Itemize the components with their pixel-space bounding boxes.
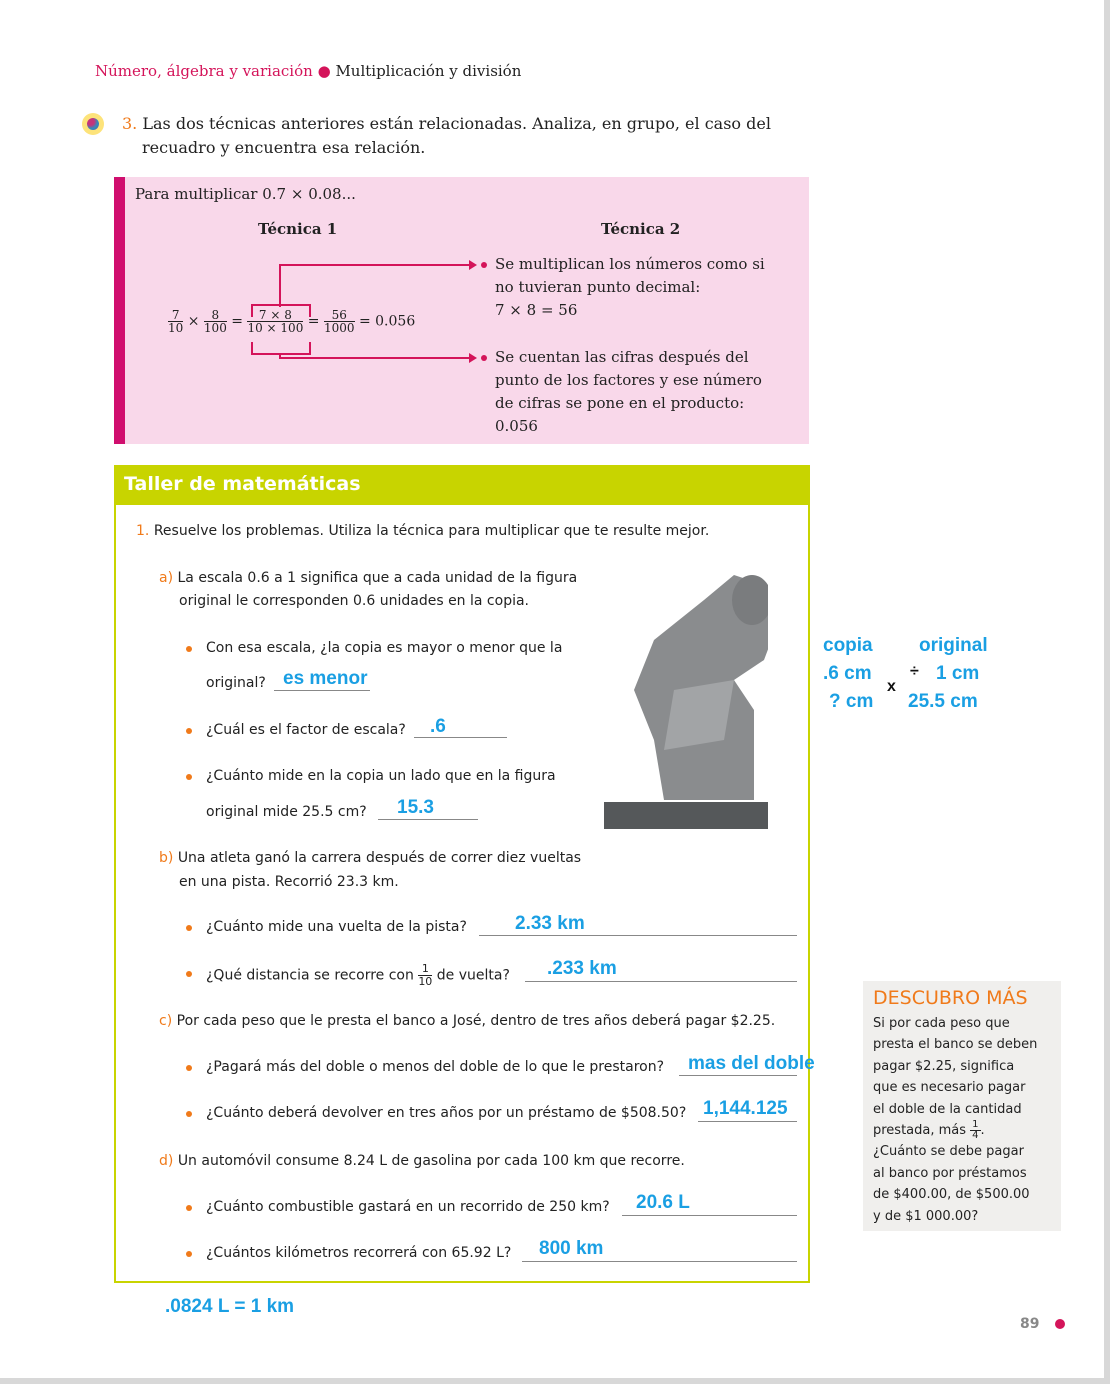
answer-line[interactable]: [525, 981, 797, 982]
note-original-length: 25.5 cm: [908, 691, 978, 712]
question-text: recuadro y encuentra esa relación.: [142, 138, 426, 157]
part-d: [159, 1153, 685, 1169]
question-text: [206, 963, 510, 988]
part-text: en una pista. Recorrió 23.3 km.: [179, 874, 399, 890]
part-text: original le corresponden 0.6 unidades en la copia.: [179, 593, 529, 609]
technique-2-title: Técnica 2: [601, 220, 681, 238]
section-name: Número, álgebra y variación: [95, 62, 313, 80]
text: ¿Qué distancia se recorre con: [206, 967, 414, 984]
note-original-value: 1 cm: [936, 663, 980, 684]
technique-2-bullet-1: [495, 253, 765, 322]
problem-1: [136, 523, 709, 539]
text-line: presta el banco se deben: [873, 1037, 1038, 1053]
page-number: 89: [1020, 1316, 1040, 1332]
question-text: ¿Pagará más del doble o menos del doble de lo que le prestaron?: [206, 1059, 665, 1075]
taller-title: Taller de matemáticas: [124, 473, 361, 495]
text-line: pagar $2.25, significa: [873, 1058, 1015, 1074]
question-text: ¿Cuál es el factor de escala?: [206, 722, 406, 738]
part-text: Por cada peso que le presta el banco a José, dentro de tres años deberá pagar $2.25.: [176, 1013, 776, 1029]
bullet: [186, 774, 192, 780]
part-a: [159, 570, 577, 586]
answer-line[interactable]: [414, 737, 507, 738]
answer-line[interactable]: [522, 1261, 797, 1262]
part-c: [159, 1013, 775, 1029]
question-text: original?: [206, 675, 266, 691]
answer-line[interactable]: [479, 935, 797, 936]
text-line: Se cuentan las cifras después del: [495, 348, 749, 366]
part-label: c): [159, 1013, 173, 1029]
page-dot: [1055, 1319, 1065, 1329]
note-copia: copia: [823, 635, 873, 656]
bullet: [186, 1111, 192, 1117]
bullet: [186, 925, 192, 931]
text-line: al banco por préstamos: [873, 1165, 1027, 1181]
answer-lap-length: 2.33 km: [515, 913, 585, 934]
problem-number: 1.: [136, 523, 150, 539]
question-text: original mide 25.5 cm?: [206, 804, 367, 820]
text-line: y de $1 000.00?: [873, 1208, 979, 1224]
bullet: [186, 1065, 192, 1071]
numerator: 8: [204, 309, 227, 322]
technique-1-title: Técnica 1: [258, 220, 338, 238]
descubro-title: DESCUBRO MÁS: [873, 987, 1028, 1009]
part-label: b): [159, 850, 174, 866]
numerator: 1: [418, 963, 432, 976]
descubro-text: [873, 1013, 1037, 1227]
question-text: Con esa escala, ¿la copia es mayor o menor que la: [206, 640, 563, 656]
bullet: [186, 728, 192, 734]
text-line: Se multiplican los números como si: [495, 255, 765, 273]
note-copy-value: .6 cm: [823, 663, 872, 684]
answer-repayment: 1,144.125: [703, 1098, 788, 1119]
answer-line[interactable]: [679, 1075, 797, 1076]
text-line: ¿Cuánto se debe pagar: [873, 1144, 1024, 1160]
answer-distance: 800 km: [539, 1238, 604, 1259]
bullet: [186, 971, 192, 977]
technique-box: [114, 177, 809, 444]
question-text: ¿Cuántos kilómetros recorrerá con 65.92 L?: [206, 1245, 512, 1261]
descubro-mas-box: [863, 981, 1061, 1231]
text-line: prestada, más $\frac{1}{4}$ .: [873, 1119, 985, 1142]
part-label: d): [159, 1153, 174, 1169]
question-text: ¿Cuánto mide una vuelta de la pista?: [206, 919, 467, 935]
page-edge: [0, 1378, 1110, 1384]
part-text: Un automóvil consume 8.24 L de gasolina por cada 100 km que recorre.: [177, 1153, 685, 1169]
group-work-icon: [82, 113, 104, 135]
thinker-statue-image: [604, 570, 768, 829]
part-text: Una atleta ganó la carrera después de correr diez vueltas: [177, 850, 582, 866]
denominator: 10: [418, 975, 433, 988]
section-header: [95, 62, 521, 80]
text: de vuelta?: [436, 967, 510, 984]
question-3: [122, 114, 771, 133]
note-divide-sign: ÷: [910, 663, 919, 680]
question-number: 3.: [122, 114, 138, 133]
answer-line[interactable]: [274, 690, 370, 691]
note-fuel-rate: .0824 L = 1 km: [165, 1296, 295, 1317]
text-line: de $400.00, de $500.00: [873, 1187, 1030, 1203]
text: prestada, más: [873, 1123, 967, 1139]
question-text: ¿Cuánto mide en la copia un lado que en la figura: [206, 768, 556, 784]
topic-name: Multiplicación y división: [335, 62, 522, 80]
denominator: 100: [203, 321, 227, 335]
part-b: [159, 850, 581, 866]
text-line: que es necesario pagar: [873, 1080, 1026, 1096]
bullet-dot: ●: [317, 62, 336, 80]
question-text: ¿Cuánto combustible gastará en un recorrido de 250 km?: [206, 1199, 610, 1215]
denominator: 1000: [323, 321, 355, 335]
denominator: 4: [972, 1130, 979, 1142]
bullet: [186, 1205, 192, 1211]
numerator: 7: [168, 309, 183, 322]
fraction-equation: $\frac{7}{10}$ × $\frac{8}{100}$ = $\frac{7 \times 8}{10 \times 100}$ = $\frac{56}{1000}$ = 0.056: [168, 308, 416, 335]
numerator: 1: [972, 1119, 979, 1131]
question-text: ¿Cuánto deberá devolver en tres años por un préstamo de $508.50?: [206, 1105, 687, 1121]
text-line: 7 × 8 = 56: [495, 301, 578, 319]
text-line: Si por cada peso que: [873, 1016, 1010, 1031]
denominator: 10 × 100: [247, 321, 304, 335]
answer-tenth-lap: .233 km: [547, 958, 617, 979]
answer-line[interactable]: [698, 1121, 797, 1122]
answer-double: mas del doble: [688, 1053, 815, 1074]
note-times-sign: x: [887, 678, 896, 695]
part-label: a): [159, 570, 174, 586]
part-text: La escala 0.6 a 1 significa que a cada unidad de la figura: [177, 570, 578, 586]
answer-scale-comparison: es menor: [283, 668, 368, 689]
answer-fuel: 20.6 L: [636, 1192, 690, 1213]
times-sign: ×: [187, 313, 200, 330]
question-text: Las dos técnicas anteriores están relacionadas. Analiza, en grupo, el caso del: [142, 114, 771, 133]
box-intro: Para multiplicar 0.7 × 0.08...: [135, 185, 356, 203]
text-line: 0.056: [495, 417, 538, 435]
page-edge: [1104, 0, 1110, 1384]
denominator: 10: [168, 321, 184, 335]
answer-scale-factor: .6: [430, 716, 446, 737]
note-original: original: [919, 635, 988, 656]
text-line: el doble de la cantidad: [873, 1101, 1022, 1117]
text-line: no tuvieran punto decimal:: [495, 278, 701, 296]
numerator: 56: [324, 309, 355, 322]
problem-text: Resuelve los problemas. Utiliza la técnica para multiplicar que te resulte mejor.: [153, 523, 710, 539]
taller-header: [114, 465, 810, 505]
bullet: [186, 1251, 192, 1257]
note-copy-unknown: ? cm: [829, 691, 874, 712]
text-line: punto de los factores y ese número: [495, 371, 762, 389]
numerator: 7 × 8: [247, 309, 303, 322]
result: = 0.056: [358, 313, 416, 330]
answer-line[interactable]: [622, 1215, 797, 1216]
answer-copy-length: 15.3: [397, 797, 434, 818]
technique-2-bullet-2: [495, 346, 762, 438]
bullet: [186, 646, 192, 652]
text-line: de cifras se pone en el producto:: [495, 394, 745, 412]
answer-line[interactable]: [378, 819, 478, 820]
